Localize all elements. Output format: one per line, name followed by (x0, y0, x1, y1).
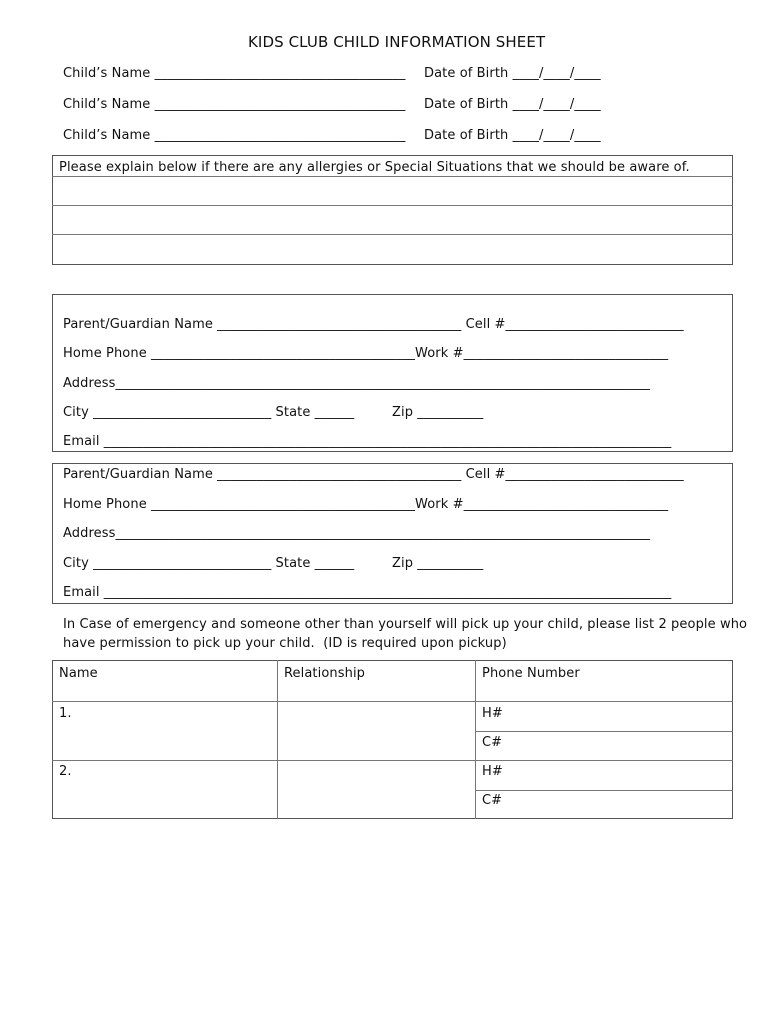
table-header-relationship: Relationship (284, 666, 366, 681)
table-row-2-relationship-cell[interactable] (278, 761, 474, 818)
table-row-2-home-phone[interactable]: H# (482, 764, 503, 779)
table-header-phone: Phone Number (482, 666, 580, 681)
guardian-1-city-state-field[interactable]: City ___________________________ State ______ (63, 405, 355, 420)
table-column-divider (475, 660, 476, 819)
page-title: KIDS CLUB CHILD INFORMATION SHEET (248, 33, 546, 51)
guardian-2-address-field[interactable]: Address_________________________________________________________________________________ (63, 526, 651, 541)
child-name-field-3[interactable]: Child’s Name ______________________________________ (63, 128, 406, 143)
guardian-2-name-cell-field[interactable]: Parent/Guardian Name _____________________________________ Cell #___________________________ (63, 467, 684, 482)
guardian-2-email-field[interactable]: Email ______________________________________________________________________________________ (63, 585, 672, 600)
emergency-instructions-line-1: In Case of emergency and someone other than yourself will pick up your child, please list 2 people who (63, 617, 748, 632)
child-name-field-2[interactable]: Child’s Name ______________________________________ (63, 97, 406, 112)
guardian-2-city-state-field[interactable]: City ___________________________ State ______ (63, 556, 355, 571)
allergies-line-1[interactable] (53, 177, 732, 205)
guardian-1-address-field[interactable]: Address_________________________________________________________________________________ (63, 376, 651, 391)
table-row-1-cell-phone[interactable]: C# (482, 735, 503, 750)
emergency-instructions-line-2: have permission to pick up your child. (ID is required upon pickup) (63, 636, 507, 651)
allergies-line-3[interactable] (53, 235, 732, 264)
table-row-1-index: 1. (59, 706, 72, 721)
table-row-1-home-phone[interactable]: H# (482, 706, 503, 721)
table-row-1-relationship-cell[interactable] (278, 702, 474, 759)
guardian-2-zip-field[interactable]: Zip __________ (392, 556, 484, 571)
allergies-line-2[interactable] (53, 206, 732, 234)
child-dob-field-2[interactable]: Date of Birth ____/____/____ (424, 97, 601, 112)
child-dob-field-1[interactable]: Date of Birth ____/____/____ (424, 66, 601, 81)
guardian-2-phones-field[interactable]: Home Phone ________________________________________Work #_______________________________ (63, 497, 669, 512)
table-row-divider (475, 790, 733, 791)
child-dob-field-3[interactable]: Date of Birth ____/____/____ (424, 128, 601, 143)
table-row-divider (475, 731, 733, 732)
guardian-1-phones-field[interactable]: Home Phone ________________________________________Work #_______________________________ (63, 346, 669, 361)
child-name-field-1[interactable]: Child’s Name ______________________________________ (63, 66, 406, 81)
table-row-2-cell-phone[interactable]: C# (482, 793, 503, 808)
allergies-prompt: Please explain below if there are any allergies or Special Situations that we should be aware of. (59, 160, 690, 175)
table-row-2-index: 2. (59, 764, 72, 779)
guardian-1-name-cell-field[interactable]: Parent/Guardian Name _____________________________________ Cell #___________________________ (63, 317, 684, 332)
guardian-1-zip-field[interactable]: Zip __________ (392, 405, 484, 420)
guardian-1-email-field[interactable]: Email ______________________________________________________________________________________ (63, 434, 672, 449)
table-header-name: Name (59, 666, 98, 681)
